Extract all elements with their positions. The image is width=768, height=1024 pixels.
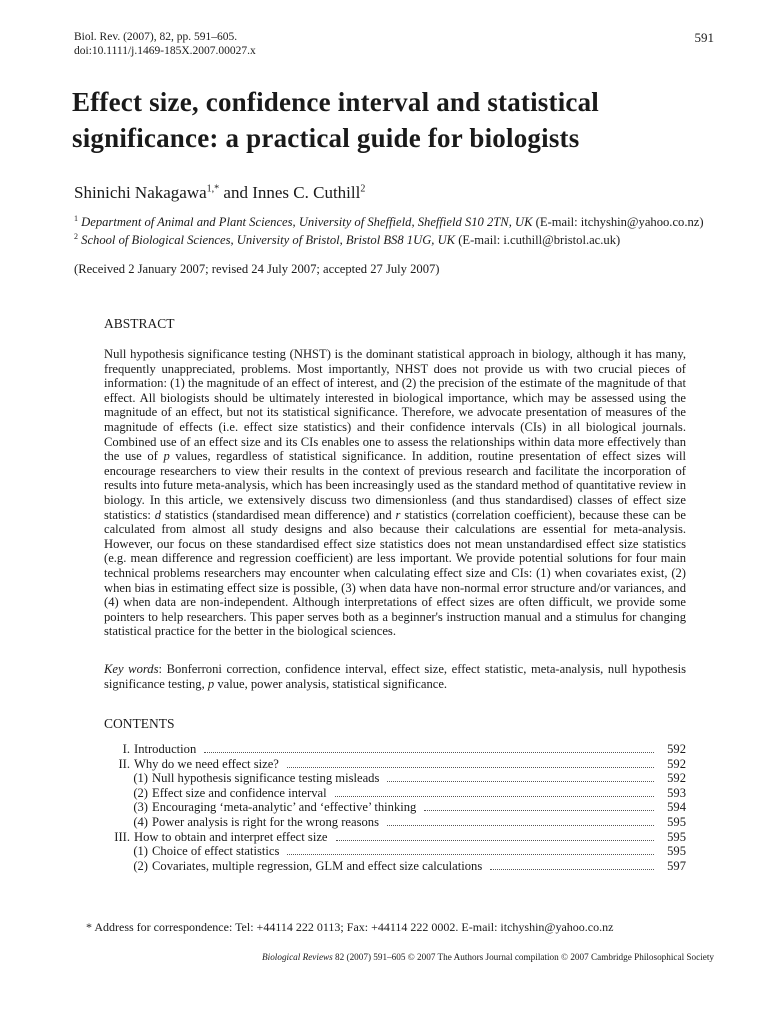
toc-entry-label: Power analysis is right for the wrong reasons — [152, 814, 379, 829]
toc-entry-page: 594 — [667, 800, 686, 815]
contents-heading: CONTENTS — [104, 716, 175, 731]
toc-entry-label: Why do we need effect size? — [134, 756, 279, 771]
affiliation-mark: 2 — [74, 232, 78, 241]
affiliation-text: School of Biological Sciences, University of Bristol, Bristol BS8 1UG, UK — [81, 233, 456, 248]
toc-entry-label: Covariates, multiple regression, GLM and effect size calculations — [152, 858, 483, 873]
keywords — [104, 662, 686, 691]
affiliation-2 — [74, 229, 620, 248]
footer-text: 82 (2007) 591–605 © 2007 The Authors Journal compilation © 2007 Cambridge Philosophical Society — [332, 952, 714, 962]
toc-entry-page: 595 — [667, 829, 686, 844]
toc-entry-page: 595 — [667, 814, 686, 829]
toc-entry-label: Null hypothesis significance testing misleads — [152, 771, 380, 786]
citation-block — [74, 30, 256, 58]
toc-dot-leader — [287, 853, 654, 855]
toc-entry-number: I. — [122, 742, 130, 756]
keywords-label: Key words — [104, 662, 159, 676]
toc-dot-leader — [424, 809, 654, 811]
toc-entry-number: (2) — [133, 858, 148, 873]
toc-entry[interactable] — [104, 771, 686, 786]
toc-entry-number: III. — [114, 829, 130, 844]
citation-line-1: Biol. Rev. (2007), 82, pp. 591–605. — [74, 31, 238, 43]
toc-entry-page: 592 — [667, 771, 686, 786]
toc-entry[interactable] — [104, 786, 686, 801]
affiliation-email: (E-mail: itchyshin@yahoo.co.nz) — [532, 215, 704, 230]
toc-entry-number: (1) — [133, 771, 148, 786]
toc-entry-page: 592 — [667, 756, 686, 771]
toc-dot-leader — [335, 795, 654, 797]
page-footer — [262, 952, 714, 962]
author-2: Innes C. Cuthill — [252, 183, 361, 202]
received-dates: (Received 2 January 2007; revised 24 July 2007; accepted 27 July 2007) — [74, 262, 440, 276]
toc-entry[interactable] — [104, 844, 686, 859]
toc-entry-label: Effect size and confidence interval — [152, 785, 327, 800]
toc-entry-label: Choice of effect statistics — [152, 844, 280, 859]
footer-journal: Biological Reviews — [262, 952, 333, 962]
toc-entry[interactable] — [104, 830, 686, 845]
abstract-heading: ABSTRACT — [104, 316, 175, 331]
affiliation-text: Department of Animal and Plant Sciences, University of Sheffield, Sheffield S10 2TN, UK — [81, 215, 533, 230]
toc-entry[interactable] — [104, 757, 686, 772]
toc-dot-leader — [387, 780, 654, 782]
toc-entry[interactable] — [104, 800, 686, 815]
toc-dot-leader — [387, 824, 654, 826]
affiliation-email: (E-mail: i.cuthill@bristol.ac.uk) — [455, 233, 621, 248]
author-joiner: and — [219, 183, 253, 202]
toc-dot-leader — [490, 868, 654, 870]
toc-entry[interactable] — [104, 742, 686, 757]
keywords-text: : Bonferroni correction, confidence interval, effect size, effect statistic, meta-analysis, null hypothesis significance testing, p value, power analysis, statistical significance. — [104, 662, 686, 691]
toc-entry-label: How to obtain and interpret effect size — [134, 829, 328, 844]
toc-entry-label: Encouraging ‘meta-analytic’ and ‘effective’ thinking — [152, 800, 417, 815]
author-2-mark: 2 — [360, 183, 366, 195]
toc-dot-leader — [204, 751, 654, 753]
toc-entry-page: 595 — [667, 844, 686, 859]
toc-entry-page: 597 — [667, 858, 686, 873]
page-number: 591 — [694, 30, 714, 45]
toc-entry-number: (2) — [133, 785, 148, 800]
author-1-mark: 1,* — [206, 183, 220, 195]
author-line — [74, 183, 365, 203]
affiliation-1 — [74, 211, 704, 230]
toc-entry-number: (1) — [133, 844, 148, 859]
paper-title: Effect size, confidence interval and statistical significance: a practical guide for biologists — [72, 87, 599, 153]
table-of-contents — [104, 742, 686, 873]
toc-entry[interactable] — [104, 859, 686, 874]
toc-entry[interactable] — [104, 815, 686, 830]
author-1: Shinichi Nakagawa — [74, 183, 207, 202]
doi-line: doi:10.1111/j.1469-185X.2007.00027.x — [74, 45, 256, 57]
abstract-body: Null hypothesis significance testing (NHST) is the dominant statistical approach in biology, although it has many, frequently unappreciated, problems. Most importantly, NHST does not provide us with two crucial pieces of information: (1) the magnitude of an effect of interest, and (2) the precision of the estimate of the magnitude of that effect. All biologists should be ultimately interested in biological importance, which may be assessed using the magnitude of an effect, but not its statistical significance. Therefore, we advocate presentation of measures of the magnitude of effects (i.e. effect size statistics) and their confidence intervals (CIs) in all biological journals. Combined use of an effect size and its CIs enables one to assess the relationships within data more effectively than the use of p values, regardless of statistical significance. In addition, routine presentation of effect sizes will encourage researchers to view their results in the context of previous research and facilitate the incorporation of results into future meta-analysis, which has been increasingly used as the standard method of quantitative review in biology. In this article, we extensively discuss two dimensionless (and thus standardised) classes of effect size statistics: d statistics (standardised mean difference) and r statistics (correlation coefficient), because these can be calculated from almost all study designs and also because their calculations are essential for meta-analysis. However, our focus on these standardised effect size statistics does not mean unstandardised effect size statistics (e.g. mean difference and regression coefficient) are less important. We provide potential solutions for four main technical problems researchers may encounter when calculating effect size and CIs: (1) when covariates exist, (2) when bias in estimating effect size is possible, (3) when data have non-normal error structure and/or variances, and (4) when data are non-independent. Although interpretations of effect sizes are often difficult, we provide some pointers to help researchers. This paper serves both as a beginner's instruction manual and a stimulus for changing statistical practice for the better in the biological sciences. — [104, 347, 686, 639]
affiliation-mark: 1 — [74, 214, 78, 223]
toc-dot-leader — [287, 766, 654, 768]
toc-dot-leader — [336, 839, 655, 841]
toc-entry-number: (4) — [133, 814, 148, 829]
toc-entry-label: Introduction — [134, 742, 197, 756]
toc-entry-number: II. — [118, 756, 130, 771]
toc-entry-page: 592 — [667, 742, 686, 756]
toc-entry-number: (3) — [133, 800, 148, 815]
toc-entry-page: 593 — [667, 785, 686, 800]
correspondence-footnote: * Address for correspondence: Tel: +44114 222 0113; Fax: +44114 222 0002. E-mail: itchyshin@yahoo.co.nz — [86, 920, 614, 934]
